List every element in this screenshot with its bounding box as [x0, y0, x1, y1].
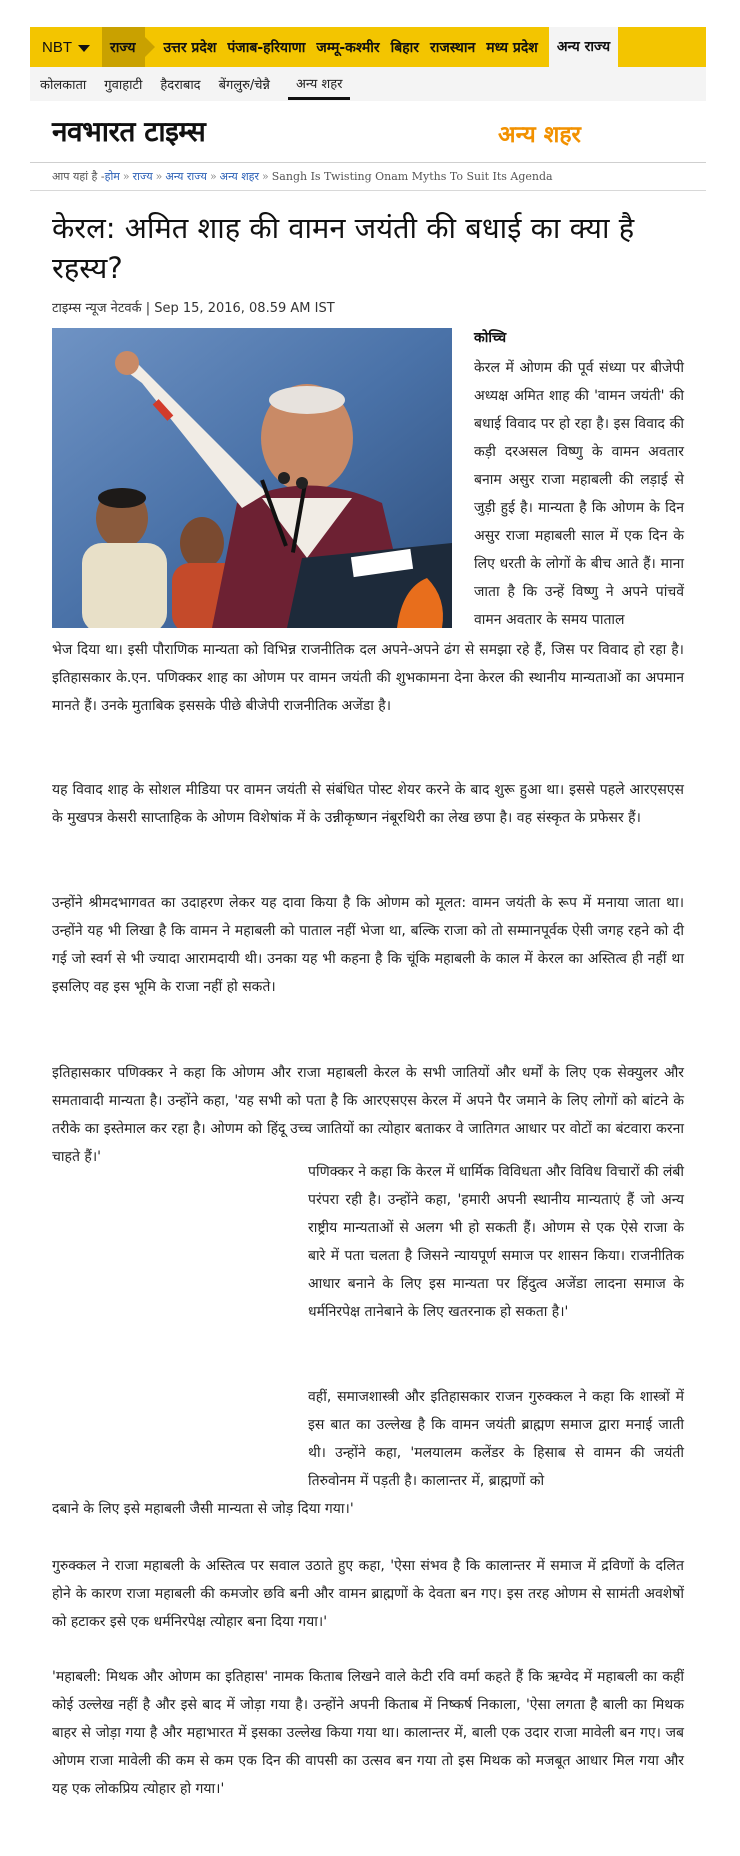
article-paragraph: यह विवाद शाह के सोशल मीडिया पर वामन जयंती से संबंधित पोस्ट शेयर करने के बाद शुरू हुआ था। इससे पहले आरएसएस के मुखपत्र केसरी साप्ताहिक के ओणम विशेषांक में के उन्नीकृष्णन नंबूरथिरी का लेख छपा है। वह संस्कृत के प्रफेसर हैं। [52, 782, 684, 826]
breadcrumb-separator: » [209, 170, 217, 183]
article-paragraph: 'महाबली: मिथक और ओणम का इतिहास' नामक किताब लिखने वाले केटी रवि वर्मा कहते हैं कि ऋग्वेद में महाबली का कहीं कोई उल्लेख नहीं है और इसे बाद में जोड़ा गया है। उन्होंने अपनी किताब में निष्कर्ष निकाला, 'ऐसा लगता है बाली का मिथक बाहर से जोड़ा गया है और महाभारत में इसका उल्लेख किया गया था। कालान्तर में, बाली एक उदार राजा मावेली बन गए। जब ओणम राजा मावेली की कम से कम एक दिन की वापसी का उत्सव बन गया तो इस मिथक को मजबूत आधार मिल गया और यह एक लोकप्रिय त्योहार हो गया।' [52, 1669, 685, 1797]
caret-down-icon [78, 45, 90, 52]
breadcrumb-separator: » [155, 170, 163, 183]
breadcrumb-link-rajya[interactable]: राज्य [132, 170, 153, 183]
breadcrumb-link-home[interactable]: होम [104, 170, 120, 183]
site-logo[interactable]: नवभारत टाइम्स [52, 115, 206, 148]
nav-item-madhya-pradesh[interactable]: मध्य प्रदेश [486, 39, 538, 56]
nav-current-section[interactable] [102, 27, 145, 67]
article-paragraph: पणिक्कर ने कहा कि केरल में धार्मिक विविधता और विविध विचारों की लंबी परंपरा रही है। उन्होंने कहा, 'हमारी अपनी स्थानीय मान्यताएं हैं जो अन्य राष्ट्रीय मान्यताओं से अलग भी हो सकती हैं। ओणम से एक ऐसे राजा के बारे में पता चलता है जिसने न्यायपूर्ण समाज पर शासन किया। राजनीतिक आधार बनाने के लिए इस मान्यता पर हिंदुत्व अजेंडा लादना समाज के धर्मनिरपेक्ष तानेबाने के लिए खतरनाक हो सकता है।' [308, 1164, 684, 1320]
subnav-item-bengaluru-chennai[interactable]: बेंगलुरु/चेन्नै [218, 78, 270, 93]
subnav-item-kolkata[interactable]: कोलकाता [40, 78, 87, 93]
nav-item-bihar[interactable]: बिहार [390, 39, 420, 56]
breadcrumb-prefix: आप यहां है - [52, 170, 105, 183]
article-paragraph: केरल में ओणम की पूर्व संध्या पर बीजेपी अध्यक्ष अमित शाह की 'वामन जयंती' की बधाई विवाद पर हो रहा है। इस विवाद की कड़ी दरअसल विष्णु के वामन अवतार बनाम असुर राजा महाबली की लड़ाई से जुड़ी हुई है। मान्यता है कि ओणम के दिन असुर राजा महाबली साल में एक दिन के लिए धरती के लोगों के बीच आते हैं। माना जाता है कि उन्हें विष्णु ने अपने पांचवें वामन अवतार के समय पाताल [474, 360, 684, 628]
article-paragraph: इतिहासकार पणिक्कर ने कहा कि ओणम और राजा महाबली केरल के सभी जातियों और धर्मों के लिए एक सेक्युलर और समतावादी मान्यता है। उन्होंने कहा, 'यह सभी को पता है कि आरएसएस केरल में अपने पैर जमाने के लिए लोगों को बांटने के तरीके का इस्तेमाल कर रहा है। ओणम को हिंदू उच्च जातियों का त्योहार बताकर वे जातिगत आधार पर वोटों का बंटवारा करना चाहते हैं।' [52, 1065, 684, 1165]
article-date: | Sep 15, 2016, 08.59 AM IST [145, 301, 335, 316]
section-title[interactable]: अन्य शहर [498, 122, 581, 148]
subnav-item-guwahati[interactable]: गुवाहाटी [104, 78, 143, 93]
nav-item-punjab-haryana[interactable]: पंजाब-हरियाणा [227, 39, 306, 56]
subnav-item-hyderabad[interactable]: हैदराबाद [160, 78, 201, 93]
breadcrumb-link-other-states[interactable]: अन्य राज्य [165, 170, 207, 183]
article-paragraph: वहीं, समाजशास्त्री और इतिहासकार राजन गुरुक्कल ने कहा कि शास्त्रों में इस बात का उल्लेख है कि वामन जयंती ब्राह्मण समाज द्वारा मनाई जाती थी। उन्होंने कहा, 'मलयालम कलेंडर के हिसाब से वामन की जयंती तिरुवोनम में पड़ती है। कालान्तर में, ब्राह्मणों को [308, 1389, 684, 1489]
brand-label: NBT [42, 38, 72, 56]
top-nav [30, 27, 706, 67]
article-paragraph: भेज दिया था। इसी पौराणिक मान्यता को विभिन्न राजनीतिक दल अपने-अपने ढंग से समझा रहे हैं, जिस पर विवाद हो रहा है। इतिहासकार के.एन. पणिक्कर शाह का ओणम पर वामन जयंती की शुभकामना देना केरल की स्थानीय मान्यताओं का अपमान मानते हैं। उनके मुताबिक इससके पीछे बीजेपी राजनीतिक अजेंडा है। [52, 642, 684, 714]
nav-item-uttar-pradesh[interactable]: उत्तर प्रदेश [163, 39, 217, 56]
article-paragraph: गुरुक्कल ने राजा महाबली के अस्तित्व पर सवाल उठाते हुए कहा, 'ऐसा संभव है कि कालान्तर में समाज में द्रविणों के दलित होने के कारण राजा महाबली की कमजोर छवि बनी और वामन ब्राह्मणों के देवता बन गए। इस तरह ओणम से सामंती अवशेषों को हटाकर इसे एक धर्मनिरपेक्ष त्योहार बना दिया गया।' [52, 1558, 684, 1630]
breadcrumb [52, 169, 553, 184]
article-dateline-city: कोच्चि [474, 330, 507, 346]
article-author[interactable]: टाइम्स न्यूज नेटवर्क [52, 301, 142, 316]
breadcrumb-separator: » [122, 170, 130, 183]
nav-current-section-label: राज्य [110, 39, 136, 56]
breadcrumb-current: Sangh Is Twisting Onam Myths To Suit Its Agenda [271, 170, 553, 183]
divider [30, 162, 706, 163]
nav-items [163, 27, 618, 67]
article-headline: केरल: अमित शाह की वामन जयंती की बधाई का क्या है रहस्य? [52, 211, 635, 285]
article-paragraph: दबाने के लिए इसे महाबली जैसी मान्यता से जोड़ दिया गया।' [52, 1501, 354, 1517]
divider [30, 190, 706, 191]
breadcrumb-separator: » [262, 170, 269, 183]
photo-illustration [52, 328, 452, 628]
article-photo [52, 328, 452, 628]
subnav-item-other-cities[interactable]: अन्य शहर [288, 74, 351, 100]
article-byline [52, 298, 335, 316]
nav-item-jammu-kashmir[interactable]: जम्मू-कश्मीर [316, 39, 380, 56]
breadcrumb-link-other-cities[interactable]: अन्य शहर [219, 170, 260, 183]
nbt-menu-button[interactable] [30, 27, 102, 67]
nav-item-other-states[interactable]: अन्य राज्य [549, 27, 618, 67]
nav-item-rajasthan[interactable]: राजस्थान [430, 39, 476, 56]
article-paragraph: उन्होंने श्रीमदभागवत का उदाहरण लेकर यह दावा किया है कि ओणम को मूलत: वामन जयंती के रूप में मनाया जाता था। उन्होंने यह भी लिखा है कि वामन ने महाबली को पाताल नहीं भेजा था, बल्कि राजा को तो सम्मानपूर्वक ऐसी जगह रहने को दी गई जो स्वर्ग से भी ज्यादा आरामदायी थी। उनका यह भी कहना है कि चूंकि महाबली के काल में केरल का अस्तित्व ही नहीं था इसलिए वह इस भूमि के राजा नहीं हो सकते। [52, 895, 684, 995]
sub-nav [30, 67, 706, 101]
